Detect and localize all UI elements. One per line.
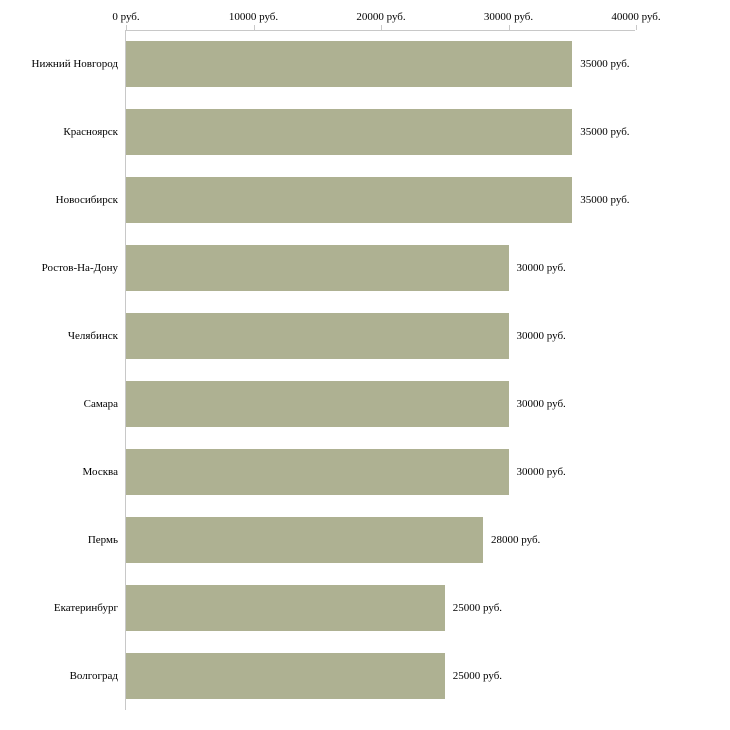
bar-value-label: 35000 руб. [580, 194, 630, 206]
category-label: Новосибирск [55, 194, 118, 206]
category-label: Екатеринбург [53, 602, 118, 614]
bar-value-label: 35000 руб. [580, 126, 630, 138]
bar-value-label: 30000 руб. [516, 262, 566, 274]
bar[interactable] [126, 41, 572, 87]
axis-tick-label: 20000 руб. [356, 11, 406, 23]
axis-tick-label: 0 руб. [112, 11, 140, 23]
bar[interactable] [126, 585, 445, 631]
bar-value-label: 25000 руб. [452, 670, 503, 682]
bar-value-label: 25000 руб. [452, 602, 503, 614]
bar-value-label: 30000 руб. [516, 466, 566, 478]
bar-value-label: 30000 руб. [516, 330, 566, 342]
category-label: Нижний Новгород [31, 58, 118, 70]
bar[interactable] [126, 245, 509, 291]
category-label: Ростов-На-Дону [41, 262, 118, 274]
bar[interactable] [126, 313, 509, 359]
axis-tick-label: 10000 руб. [228, 11, 279, 23]
bar[interactable] [126, 109, 572, 155]
category-label: Красноярск [63, 126, 118, 138]
bar[interactable] [126, 517, 483, 563]
axis-tick-label: 30000 руб. [483, 11, 534, 23]
bar-value-label: 35000 руб. [580, 58, 630, 70]
axis-tick-label: 40000 руб. [611, 11, 661, 23]
category-label: Волгоград [69, 670, 118, 682]
bar-value-label: 28000 руб. [491, 534, 541, 546]
bar[interactable] [126, 449, 509, 495]
bar[interactable] [126, 177, 572, 223]
category-label: Пермь [87, 534, 118, 546]
category-label: Москва [82, 466, 118, 478]
category-label: Самара [83, 398, 118, 410]
bar[interactable] [126, 381, 509, 427]
bar-value-label: 30000 руб. [516, 398, 566, 410]
category-label: Челябинск [67, 330, 118, 342]
bar[interactable] [126, 653, 445, 699]
